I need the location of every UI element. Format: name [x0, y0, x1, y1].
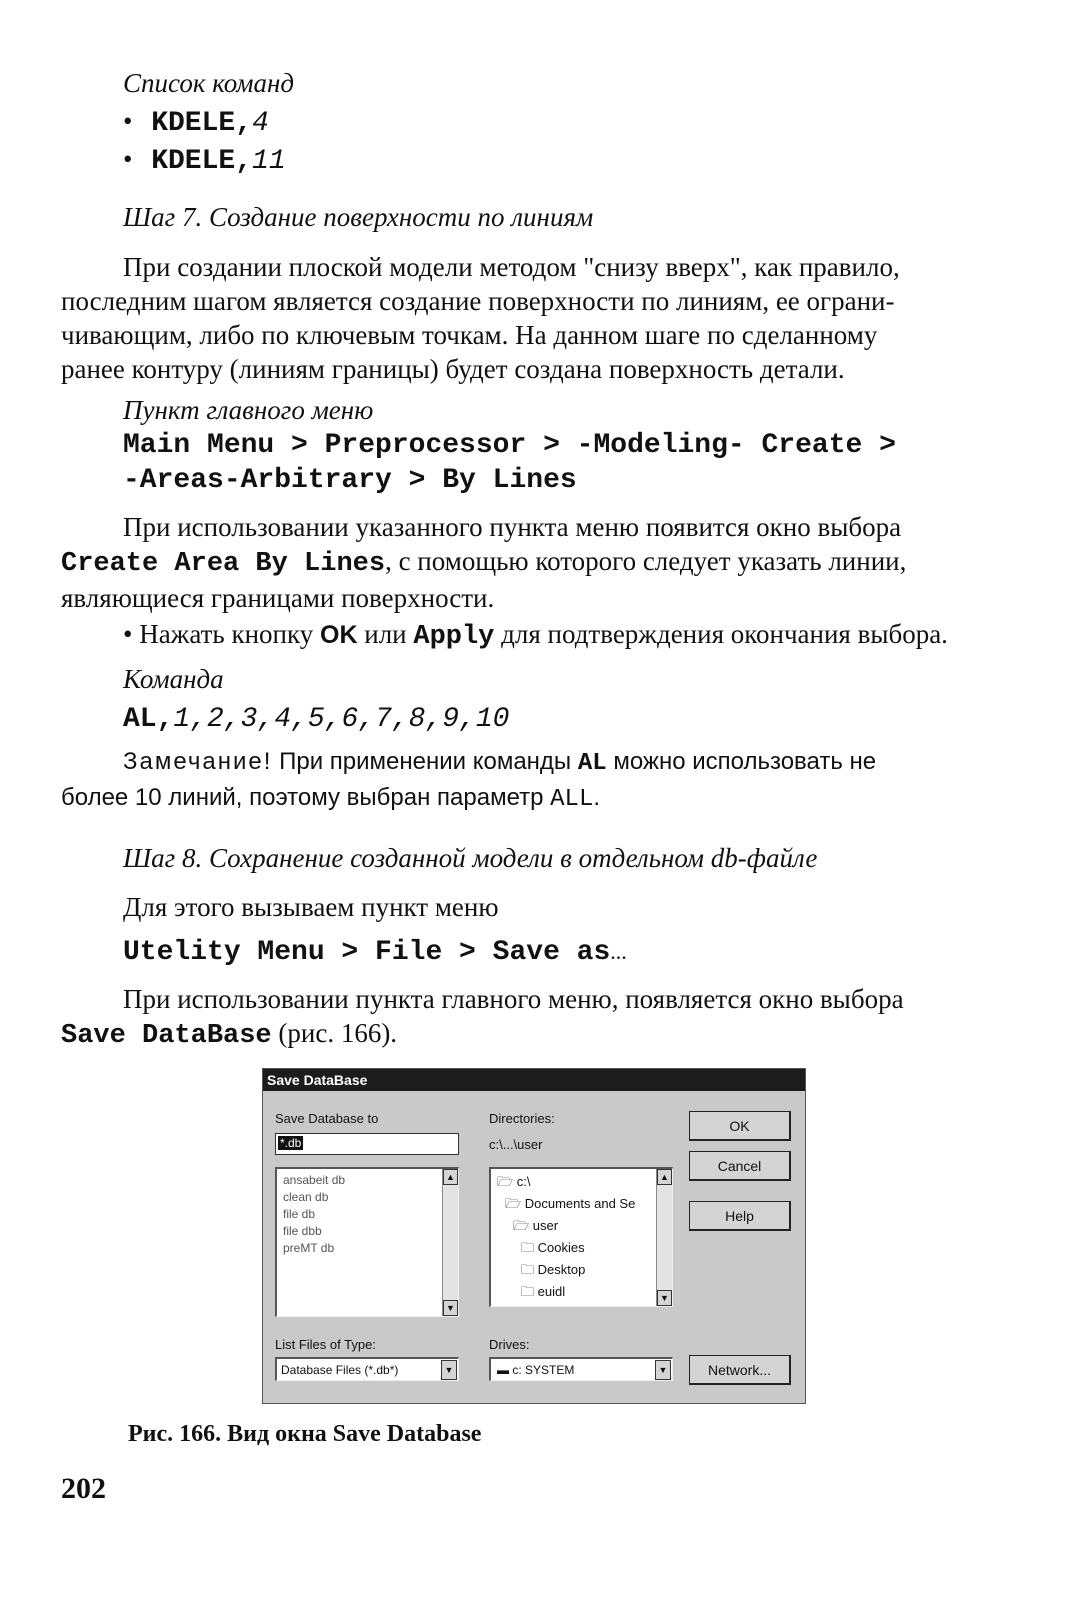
file-list-scrollbar[interactable]	[442, 1169, 458, 1316]
inline-text: Нажать кнопку	[139, 619, 320, 649]
scroll-down-arrow-icon[interactable]: ▼	[443, 1300, 458, 1316]
paragraph-line: При использовании указанного пункта меню появится окно выбора	[123, 512, 902, 542]
file-type-value: Database Files (*.db*)	[281, 1363, 399, 1377]
filename-value: *.db	[280, 1136, 302, 1150]
save-database-dialog	[262, 1068, 806, 1404]
help-button[interactable]: Help	[689, 1201, 791, 1231]
directory-list-scrollbar[interactable]	[656, 1169, 672, 1306]
note-word: Замечание!	[123, 748, 273, 775]
dir-item[interactable]	[521, 1261, 585, 1283]
dir-label: euidl	[537, 1284, 566, 1299]
chevron-down-icon[interactable]: ▼	[655, 1360, 671, 1380]
drive-value	[497, 1363, 574, 1377]
note-paragraph	[61, 745, 999, 817]
command-name: KDELE,	[151, 146, 253, 177]
figure-caption: Рис. 166. Вид окна Save Database	[128, 1421, 482, 1447]
step7-paragraph	[61, 250, 999, 386]
command-heading: Команда	[123, 664, 224, 694]
list-item[interactable]: preMT db	[283, 1241, 335, 1255]
dir-label: Cookies	[537, 1240, 585, 1255]
inline-text: .	[593, 784, 601, 811]
dir-label: Documents and Se	[524, 1196, 636, 1211]
paragraph-line	[61, 745, 999, 781]
drives-label: Drives:	[489, 1337, 530, 1352]
step7-heading: Шаг 7. Создание поверхности по линиям	[123, 202, 594, 232]
list-item[interactable]: file dbb	[283, 1224, 322, 1238]
dir-item[interactable]	[521, 1239, 585, 1261]
inline-code: Apply	[413, 622, 495, 652]
ellipsis: ...	[610, 939, 627, 964]
inline-code: Create Area By Lines	[61, 549, 386, 579]
menu-path: Main Menu > Preprocessor > -Modeling- Create >	[123, 430, 896, 461]
al-command	[123, 702, 509, 735]
paragraph-line: чивающим, либо по ключевым точкам. На данном шаге по сделанному	[61, 320, 878, 350]
paragraph-line	[61, 544, 999, 581]
list-item[interactable]: file db	[283, 1207, 316, 1221]
usage-paragraph	[61, 510, 999, 615]
bullet: •	[123, 144, 133, 174]
scroll-down-arrow-icon[interactable]: ▼	[657, 1290, 672, 1306]
folder-icon: 🗀	[521, 1240, 535, 1255]
dir-item[interactable]	[497, 1173, 530, 1195]
paragraph-line: ранее контуру (линиям границы) будет создана поверхность детали.	[61, 354, 845, 384]
inline-text: можно использовать не	[606, 748, 877, 775]
inline-text: (рис. 166).	[271, 1018, 398, 1048]
ok-button[interactable]: OK	[689, 1111, 791, 1141]
command-name: AL,	[123, 704, 174, 735]
drive-icon: ▬	[497, 1363, 509, 1377]
paragraph-line	[61, 781, 999, 817]
page-number: 202	[61, 1472, 106, 1505]
drive-select[interactable]	[489, 1357, 673, 1381]
directories-label: Directories:	[489, 1111, 555, 1126]
command-arg: 4	[252, 108, 269, 139]
utility-path	[123, 935, 627, 968]
command-arg: 1,2,3,4,5,6,7,8,9,10	[173, 704, 510, 735]
scroll-up-arrow-icon[interactable]: ▲	[443, 1169, 458, 1185]
paragraph-line: При создании плоской модели методом "снизу вверх", как правило,	[123, 252, 900, 282]
list-heading: Список команд	[123, 68, 295, 98]
dir-label: Desktop	[537, 1262, 586, 1277]
filename-input[interactable]	[275, 1133, 459, 1155]
inline-code: AL	[577, 750, 607, 777]
usage2-paragraph	[61, 982, 999, 1053]
command-arg: 11	[252, 146, 286, 177]
folder-icon: 🗀	[521, 1284, 535, 1299]
bullet-item	[123, 617, 948, 654]
inline-text: для подтверждения окончания выбора.	[494, 619, 948, 649]
dir-item[interactable]	[513, 1217, 558, 1239]
inline-text: более 10 линий, поэтому выбран параметр	[61, 784, 551, 811]
directory-list[interactable]	[489, 1167, 673, 1307]
dir-item[interactable]	[505, 1195, 635, 1217]
paragraph-line	[61, 1016, 999, 1053]
paragraph-line: являющиеся границами поверхности.	[61, 583, 495, 613]
inline-text: , с помощью которого следует указать линии,	[385, 546, 907, 576]
command-name: KDELE,	[151, 108, 253, 139]
paragraph-line: При использовании пункта главного меню, появляется окно выбора	[123, 984, 904, 1014]
open-folder-icon: 🗁	[497, 1174, 514, 1189]
menu-heading: Пункт главного меню	[123, 395, 374, 425]
dir-label: user	[532, 1218, 559, 1233]
command-item	[123, 106, 269, 139]
inline-code: ALL	[550, 786, 594, 813]
save-to-label: Save Database to	[275, 1111, 379, 1126]
menu-path: -Areas-Arbitrary > By Lines	[123, 465, 577, 496]
command-item	[123, 144, 286, 177]
network-button[interactable]: Network...	[689, 1355, 791, 1385]
file-type-label: List Files of Type:	[275, 1337, 376, 1352]
step8-heading: Шаг 8. Сохранение созданной модели в отдельном db-файле	[123, 843, 818, 873]
paragraph-line: последним шагом является создание поверхности по линиям, ее ограни-	[61, 286, 895, 316]
open-folder-icon: 🗁	[505, 1196, 522, 1211]
dir-label: c:\	[516, 1174, 531, 1189]
list-item[interactable]: ansabeit db	[283, 1173, 346, 1187]
inline-code: OK	[320, 621, 358, 649]
inline-text: При применении команды	[272, 748, 578, 775]
chevron-down-icon[interactable]: ▼	[441, 1360, 457, 1380]
file-type-select[interactable]	[275, 1357, 459, 1381]
current-directory: c:\...\user	[489, 1137, 543, 1152]
scroll-up-arrow-icon[interactable]: ▲	[657, 1169, 672, 1185]
dir-item[interactable]	[521, 1283, 565, 1305]
list-item[interactable]: clean db	[283, 1190, 329, 1204]
open-folder-icon: 🗁	[513, 1218, 530, 1233]
bullet: •	[123, 619, 133, 649]
inline-text: или	[357, 619, 414, 649]
dialog-title: Save DataBase	[263, 1069, 805, 1091]
drive-label: c: SYSTEM	[512, 1363, 575, 1377]
bullet: •	[123, 106, 133, 136]
cancel-button[interactable]: Cancel	[689, 1151, 791, 1181]
inline-code: Save DataBase	[61, 1021, 272, 1051]
menu-path: Utelity Menu > File > Save as	[123, 937, 611, 968]
file-list[interactable]	[275, 1167, 459, 1317]
folder-icon: 🗀	[521, 1262, 535, 1277]
step8-line: Для этого вызываем пункт меню	[123, 892, 499, 922]
